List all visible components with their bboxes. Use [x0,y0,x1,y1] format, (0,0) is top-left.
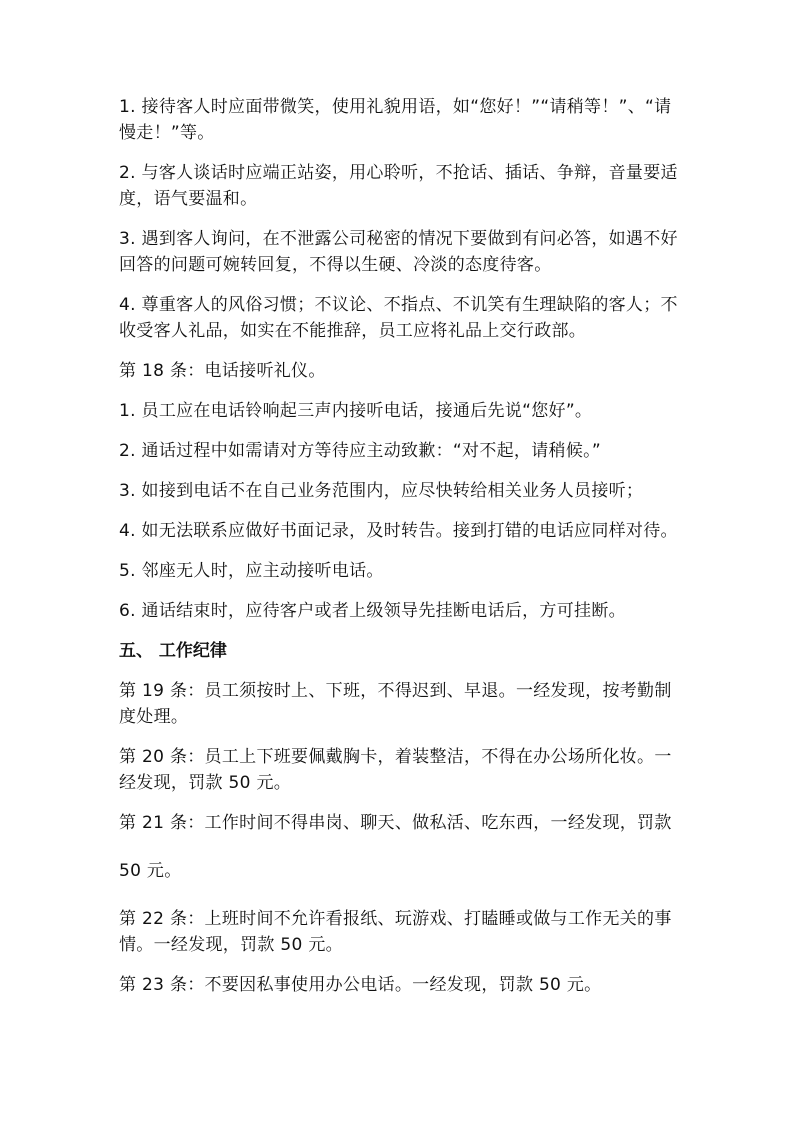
paragraph-phone-answer: 1. 员工应在电话铃响起三声内接听电话，接通后先说“您好”。 [119,401,593,421]
paragraph-phone-transfer: 3. 如接到电话不在自己业务范围内，应尽快转给相关业务人员接听； [119,481,644,501]
paragraph-reception-inquiry: 3. 遇到客人询问，在不泄露公司秘密的情况下要做到有问必答，如遇不好回答的问题可婉转回复，不得以生硬、冷淡的态度待客。 [119,229,678,275]
article-20: 第 20 条：员工上下班要佩戴胸卡，着装整洁，不得在办公场所化妆。一经发现，罚款 50 元。 [119,747,672,793]
article-19: 第 19 条：员工须按时上、下班，不得迟到、早退。一经发现，按考勤制度处理。 [119,681,672,727]
article-22: 第 22 条：上班时间不允许看报纸、玩游戏、打瞌睡或做与工作无关的事情。一经发现，罚款 50 元。 [119,909,672,955]
article-21-continuation: 50 元。 [119,861,182,881]
paragraph-phone-record: 4. 如无法联系应做好书面记录，及时转告。接到打错的电话应同样对待。 [119,521,678,541]
paragraph-phone-wait: 2. 通话过程中如需请对方等待应主动致歉：“对不起，请稍候。” [119,441,602,461]
article-23: 第 23 条：不要因私事使用办公电话。一经发现，罚款 50 元。 [119,975,602,995]
paragraph-reception-smile: 1. 接待客人时应面带微笑，使用礼貌用语，如“您好！”“请稍等！”、“请慢走！”等。 [119,97,672,143]
article-21: 第 21 条：工作时间不得串岗、聊天、做私活、吃东西，一经发现，罚款 [119,813,672,833]
article-18-title: 第 18 条：电话接听礼仪。 [119,361,326,381]
paragraph-phone-neighbor: 5. 邻座无人时，应主动接听电话。 [119,561,384,581]
paragraph-phone-hangup: 6. 通话结束时，应待客户或者上级领导先挂断电话后，方可挂断。 [119,601,626,621]
paragraph-reception-respect: 4. 尊重客人的风俗习惯；不议论、不指点、不讥笑有生理缺陷的客人；不收受客人礼品，如实在不能推辞，员工应将礼品上交行政部。 [119,295,678,341]
section-heading-work-discipline: 五、 工作纪律 [119,641,227,661]
paragraph-reception-posture: 2. 与客人谈话时应端正站姿，用心聆听，不抢话、插话、争辩，音量要适度，语气要温和。 [119,163,678,209]
document-body [119,94,679,1012]
